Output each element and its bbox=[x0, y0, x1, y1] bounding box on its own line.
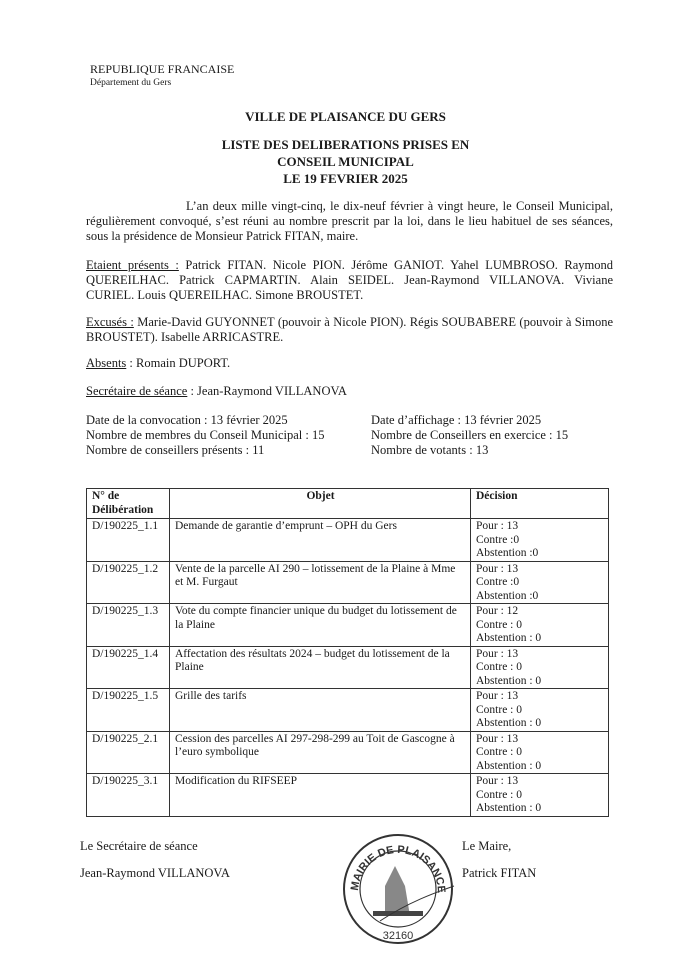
presents-paragraph bbox=[86, 258, 613, 303]
info-left bbox=[86, 413, 371, 458]
subtitle-line: LISTE DES DELIBERATIONS PRISES EN bbox=[221, 137, 470, 152]
subtitle-line: LE 19 FEVRIER 2025 bbox=[283, 171, 408, 186]
vote-for: Pour : 13 bbox=[476, 732, 519, 745]
vote-for: Pour : 13 bbox=[476, 775, 519, 787]
deliberation-object: Affectation des résultats 2024 – budget du lotissement de la Plaine bbox=[170, 646, 471, 689]
vote-abstention: Abstention :0 bbox=[476, 547, 539, 559]
deliberation-object: Grille des tarifs bbox=[170, 689, 471, 732]
deliberation-number: D/190225_1.1 bbox=[87, 519, 170, 562]
deliberation-decision bbox=[471, 561, 609, 604]
deliberation-object: Cession des parcelles AI 297-298-299 au Toit de Gascogne à l’euro symbolique bbox=[170, 731, 471, 774]
deliberation-decision bbox=[471, 646, 609, 689]
presents-list: Patrick FITAN. Nicole PION. Jérôme GANIOT. Yahel LUMBROSO. Raymond QUEREILHAC. Patrick CAPMARTIN. Alain SEIDEL. Jean-Raymond VILLANOVA. Viviane CURIEL. Louis QUEREILHAC. Simone BROUSTET. bbox=[86, 258, 613, 302]
table-row bbox=[87, 689, 609, 732]
info-right bbox=[371, 413, 568, 458]
absents-paragraph bbox=[86, 356, 613, 371]
absents-label: Absents bbox=[86, 356, 127, 370]
vote-abstention: Abstention : 0 bbox=[476, 717, 542, 729]
excuses-paragraph bbox=[86, 315, 613, 345]
table-row bbox=[87, 646, 609, 689]
table-row bbox=[87, 604, 609, 647]
presents-label: Etaient présents : bbox=[86, 258, 179, 272]
meeting-info bbox=[86, 413, 613, 458]
deliberation-decision bbox=[471, 731, 609, 774]
vote-abstention: Abstention : 0 bbox=[476, 759, 542, 772]
deliberation-decision bbox=[471, 689, 609, 732]
stamp-code: 32160 bbox=[382, 929, 414, 942]
deliberation-decision bbox=[471, 604, 609, 647]
present-count: Nombre de conseillers présents : 11 bbox=[86, 443, 265, 457]
secretaire-paragraph bbox=[86, 384, 613, 399]
vote-for: Pour : 13 bbox=[476, 690, 519, 702]
deliberation-object: Modification du RIFSEEP bbox=[170, 774, 471, 817]
deliberation-number: D/190225_2.1 bbox=[87, 731, 170, 774]
secretaire-label: Secrétaire de séance bbox=[86, 384, 188, 398]
deliberation-object: Vente de la parcelle AI 290 – lotissement de la Plaine à Mme et M. Furgaut bbox=[170, 561, 471, 604]
excuses-label: Excusés : bbox=[86, 315, 134, 329]
department-label: Département du Gers bbox=[90, 78, 172, 88]
signature-block bbox=[80, 838, 613, 964]
vote-against: Contre : 0 bbox=[476, 703, 522, 716]
table-row bbox=[87, 731, 609, 774]
vote-against: Contre : 0 bbox=[476, 618, 522, 631]
mayor-name: Patrick FITAN bbox=[462, 865, 537, 880]
vote-against: Contre :0 bbox=[476, 533, 520, 546]
secretary-name: Jean-Raymond VILLANOVA bbox=[80, 865, 230, 880]
document-title: VILLE DE PLAISANCE DU GERS bbox=[245, 109, 446, 124]
deliberation-number: D/190225_1.5 bbox=[87, 689, 170, 732]
deliberation-number: D/190225_1.3 bbox=[87, 604, 170, 647]
deliberation-decision bbox=[471, 774, 609, 817]
deliberation-number: D/190225_3.1 bbox=[87, 774, 170, 817]
deliberation-object: Demande de garantie d’emprunt – OPH du Gers bbox=[170, 519, 471, 562]
deliberation-number: D/190225_1.2 bbox=[87, 561, 170, 604]
deliberation-decision bbox=[471, 519, 609, 562]
table-header-row bbox=[87, 489, 609, 519]
table-row bbox=[87, 774, 609, 817]
members-count: Nombre de membres du Conseil Municipal : 15 bbox=[86, 428, 325, 442]
document-subtitle bbox=[78, 136, 613, 187]
subtitle-line: CONSEIL MUNICIPAL bbox=[277, 154, 414, 169]
table-row bbox=[87, 561, 609, 604]
mairie-stamp bbox=[340, 831, 456, 947]
deliberations-table bbox=[86, 488, 609, 817]
table-row bbox=[87, 519, 609, 562]
convocation-date: Date de la convocation : 13 février 2025 bbox=[86, 413, 288, 427]
vote-against: Contre :0 bbox=[476, 576, 520, 588]
vote-against: Contre : 0 bbox=[476, 788, 522, 801]
svg-text:MAIRIE DE PLAISANCE: MAIRIE DE PLAISANCE bbox=[348, 843, 448, 893]
secretaire-name: : Jean-Raymond VILLANOVA bbox=[187, 384, 347, 398]
header-decision: Décision bbox=[471, 489, 609, 519]
vote-abstention: Abstention : 0 bbox=[476, 674, 542, 687]
vote-for: Pour : 13 bbox=[476, 520, 519, 532]
mayor-title: Le Maire, bbox=[462, 838, 512, 853]
active-count: Nombre de Conseillers en exercice : 15 bbox=[371, 428, 569, 442]
voters-count: Nombre de votants : 13 bbox=[371, 443, 489, 457]
intro-paragraph: L’an deux mille vingt-cinq, le dix-neuf février à vingt heure, le Conseil Municipal, régulièrement convoqué, s’est réuni au nombre prescrit par la loi, dans le lieu habituel de ses séances, sous la présidence de Monsieur Patrick FITAN, maire. bbox=[86, 199, 613, 243]
republic-label: REPUBLIQUE FRANCAISE bbox=[90, 62, 235, 76]
header-number: N° de Délibération bbox=[87, 489, 170, 519]
header-object: Objet bbox=[170, 489, 471, 519]
excuses-list: Marie-David GUYONNET (pouvoir à Nicole PION). Régis SOUBABERE (pouvoir à Simone BROUSTET). Isabelle ARRICASTRE. bbox=[86, 315, 614, 344]
deliberation-number: D/190225_1.4 bbox=[87, 646, 170, 689]
vote-for: Pour : 13 bbox=[476, 647, 519, 660]
vote-against: Contre : 0 bbox=[476, 746, 522, 758]
absents-list: : Romain DUPORT. bbox=[126, 356, 231, 370]
vote-abstention: Abstention : 0 bbox=[476, 632, 542, 644]
vote-abstention: Abstention :0 bbox=[476, 589, 539, 602]
vote-abstention: Abstention : 0 bbox=[476, 802, 542, 814]
deliberation-object: Vote du compte financier unique du budget du lotissement de la Plaine bbox=[170, 604, 471, 647]
vote-for: Pour : 13 bbox=[476, 562, 519, 575]
vote-for: Pour : 12 bbox=[476, 605, 519, 617]
secretary-title: Le Secrétaire de séance bbox=[80, 838, 198, 853]
document-body bbox=[80, 109, 614, 964]
posting-date: Date d’affichage : 13 février 2025 bbox=[371, 413, 542, 427]
vote-against: Contre : 0 bbox=[476, 661, 522, 673]
